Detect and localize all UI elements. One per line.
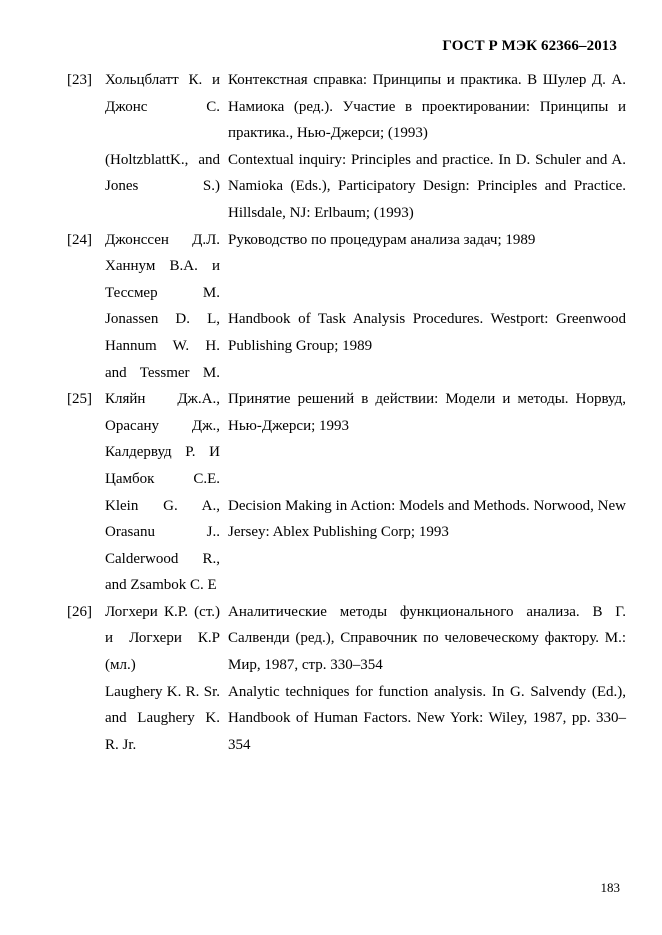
reference-text: Analytic techniques for function analysis. In G. Salvendy (Ed.), Handbook of Human Factors. New York: Wiley, 1987, pp. 330–354 (228, 683, 626, 753)
reference-author: Хольцблатт К. и Джонс С. (105, 72, 220, 115)
reference-author: Кляйн Дж.А., Орасану Дж., Калдервуд Р. И Цамбок С.Е. (105, 391, 220, 487)
document-header: ГОСТ Р МЭК 62366–2013 (442, 38, 617, 54)
reference-text: Принятие решений в действии: Модели и методы. Норвуд, Нью-Джерси; 1993 (228, 391, 626, 434)
reference-entry-en (67, 679, 629, 759)
page-number: 183 (600, 880, 620, 895)
reference-author: (HoltzblattK., and Jones S.) (105, 151, 220, 195)
reference-text: Контекстная справка: Принципы и практика. В Шулер Д. А. Намиока (ред.). Участие в проектировании: Принципы и практика., Нью-Джерси; (1993) (228, 72, 626, 142)
reference-number: [25] (67, 391, 92, 408)
reference-text: Handbook of Task Analysis Procedures. Westport: Greenwood Publishing Group; 1989 (228, 311, 626, 354)
reference-text: Руководство по процедурам анализа задач; 1989 (228, 231, 536, 248)
reference-entry-ru (67, 227, 629, 307)
reference-text: Decision Making in Action: Models and Methods. Norwood, New Jersey: Ablex Publishing Corp; 1993 (228, 497, 626, 541)
reference-author: Jonassen D. L, Hannum W. H. and Tessmer M. (105, 311, 220, 381)
reference-number: [26] (67, 603, 92, 620)
reference-author: Laughery K. R. Sr. and Laughery K. R. Jr. (105, 683, 220, 753)
reference-list (67, 67, 629, 758)
reference-item (67, 227, 629, 387)
reference-item (67, 386, 629, 599)
reference-author: Klein G. A., Orasanu J.. Calderwood R., and Zsambok C. E (105, 497, 220, 594)
reference-text: Contextual inquiry: Principles and practice. In D. Schuler and A. Namioka (Eds.), Participatory Design: Principles and Practice. Hillsdale, NJ: Erlbaum; (1993) (228, 151, 626, 221)
reference-entry-ru (67, 386, 629, 492)
reference-text: Аналитические методы функционального анализа. В Г. Салвенди (ред.), Справочник по человеческому фактору. М.: Мир, 1987, стр. 330–354 (228, 603, 626, 674)
reference-author: Логхери К.Р. (ст.) и Логхери К.Р (мл.) (105, 603, 220, 674)
reference-number: [24] (67, 231, 92, 248)
reference-entry-ru (67, 599, 629, 679)
reference-entry-en (67, 147, 629, 227)
reference-entry-en (67, 306, 629, 386)
reference-item (67, 67, 629, 227)
reference-number: [23] (67, 72, 92, 88)
reference-entry-ru (67, 67, 629, 147)
reference-entry-en (67, 493, 629, 599)
reference-author: Джонссен Д.Л. Ханнум В.А. и Тессмер М. (105, 231, 220, 301)
reference-item (67, 599, 629, 759)
